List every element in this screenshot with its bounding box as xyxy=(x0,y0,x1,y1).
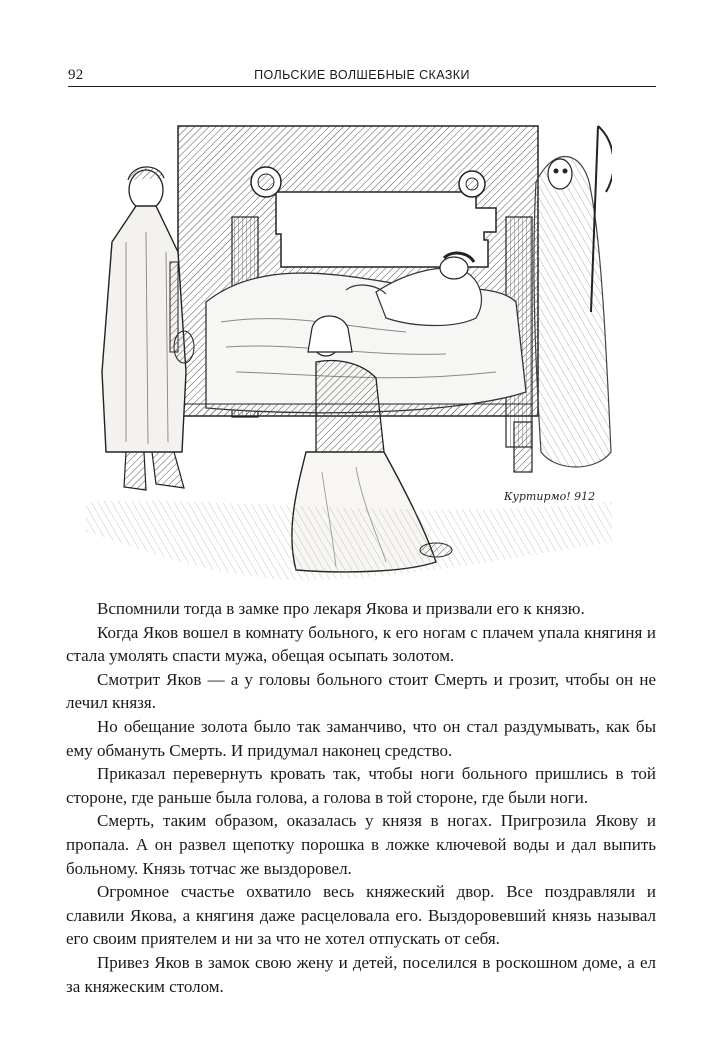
body-text xyxy=(66,597,656,998)
running-title: ПОЛЬСКИЕ ВОЛШЕБНЫЕ СКАЗКИ xyxy=(254,68,470,82)
paragraph: Смерть, таким образом, оказалась у князя в ногах. Пригрозила Якову и пропала. А он развел щепотку порошка в ложке ключевой воды и дал выпить больному. Князь тотчас же выздоровел. xyxy=(66,811,656,878)
illustration xyxy=(86,122,612,582)
paragraph: Когда Яков вошел в комнату больного, к его ногам с плачем упала княгиня и стала умолять спасти мужа, обещая осыпать золотом. xyxy=(66,622,656,666)
paragraph: Смотрит Яков — а у головы больного стоит Смерть и грозит, чтобы он не лечил князя. xyxy=(66,669,656,713)
page-number: 92 xyxy=(68,67,84,83)
paragraph: Но обещание золота было так заманчиво, что он стал раздумывать, как бы ему обмануть Смерть. И придумал наконец средство. xyxy=(66,716,656,760)
paragraph: Привез Яков в замок свою жену и детей, поселился в роскошном доме, а ел за княжеским столом. xyxy=(66,952,656,996)
running-header xyxy=(68,64,656,87)
paragraph: Вспомнили тогда в замке про лекаря Якова и призвали его к князю. xyxy=(97,599,585,618)
paragraph: Приказал перевернуть кровать так, чтобы ноги больного пришлись в той стороне, где раньше была голова, а голова в той стороне, где были ноги. xyxy=(66,764,656,807)
death-figure xyxy=(534,126,612,467)
artist-signature: Куртирмо! 912 xyxy=(504,490,596,503)
paragraph: Огромное счастье охватило весь княжеский двор. Все поздравляли и славили Якова, а княгиня даже расцеловала его. Выздоровевший князь называл его своим приятелем и ни за что не хотел отпускать от себя. xyxy=(66,882,656,949)
